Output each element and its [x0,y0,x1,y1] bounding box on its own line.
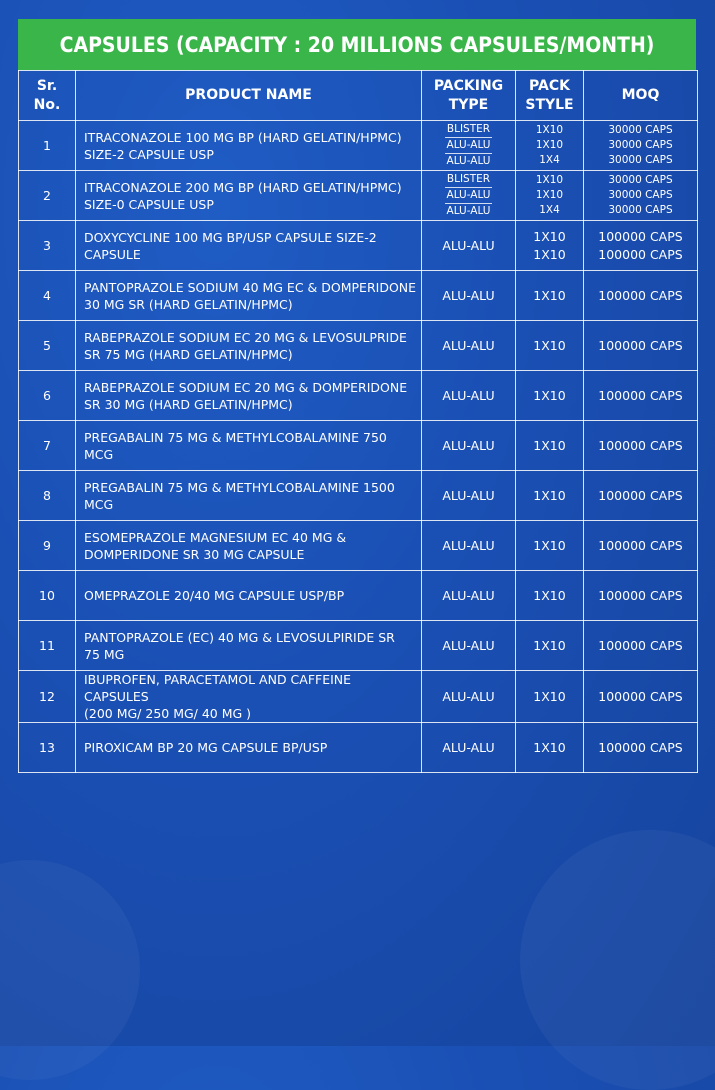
moq-stack [584,228,697,264]
style-stack [516,688,583,706]
packing-stack [422,237,515,255]
moq-stack [584,637,697,655]
row-pack-style [516,321,584,371]
product-name-line: PANTOPRAZOLE SODIUM 40 MG EC & DOMPERIDONE [84,279,417,295]
product-name-line: PREGABALIN 75 MG & METHYLCOBALAMINE 1500 MCG [84,479,395,512]
table-row [19,271,698,321]
product-name-line: SIZE-0 CAPSULE USP [84,196,214,212]
row-moq [584,521,698,571]
row-product-name [76,723,422,773]
packing-stack [422,537,515,555]
pack-style-value: 1X4 [539,204,560,216]
moq-stack [584,287,697,305]
packing-value: ALU-ALU [445,138,493,154]
product-name-line: DOXYCYCLINE 100 MG BP/USP CAPSULE SIZE-2 [84,229,377,245]
packing-value: ALU-ALU [442,739,495,755]
row-packing-type [422,621,516,671]
row-sr-no: 4 [19,271,76,321]
row-pack-style [516,171,584,221]
row-packing-type [422,723,516,773]
row-pack-style [516,421,584,471]
table-row [19,671,698,723]
row-moq [584,421,698,471]
row-packing-type [422,521,516,571]
packing-stack [422,287,515,305]
row-product-name [76,521,422,571]
row-sr-no: 8 [19,471,76,521]
moq-value: 100000 CAPS [598,228,683,244]
moq-value: 100000 CAPS [598,246,683,262]
moq-value: 30000 CAPS [608,139,673,151]
packing-value: ALU-ALU [442,487,495,503]
pack-style-value: 1X10 [533,287,566,303]
product-name-line: PANTOPRAZOLE (EC) 40 MG & LEVOSULPIRIDE SR [84,629,395,645]
pack-style-value: 1X10 [533,387,566,403]
row-pack-style [516,671,584,723]
page-title: CAPSULES (CAPACITY : 20 MILLIONS CAPSULES/MONTH) [18,19,696,70]
moq-value: 100000 CAPS [598,287,683,303]
style-stack [516,739,583,757]
moq-stack [584,337,697,355]
product-name-line: SR 75 MG (HARD GELATIN/HPMC) [84,346,293,362]
packing-value: BLISTER [445,172,492,188]
moq-stack [584,688,697,706]
packing-stack [422,122,515,169]
pack-style-value: 1X10 [533,487,566,503]
packing-value: ALU-ALU [442,688,495,704]
row-pack-style [516,271,584,321]
row-packing-type [422,371,516,421]
moq-value: 100000 CAPS [598,537,683,553]
style-stack [516,337,583,355]
row-pack-style [516,471,584,521]
row-product-name [76,171,422,221]
product-name-line: SIZE-2 CAPSULE USP [84,146,214,162]
style-stack [516,228,583,264]
moq-stack [584,123,697,168]
header-sr-line: Sr. [36,77,58,94]
header-sr-line: No. [33,96,61,113]
style-stack [516,487,583,505]
row-packing-type [422,571,516,621]
header-product-name: PRODUCT NAME [76,71,422,121]
pack-style-value: 1X10 [535,139,564,151]
product-name-line: ITRACONAZOLE 200 MG BP (HARD GELATIN/HPMC) [84,179,402,195]
product-name-line: RABEPRAZOLE SODIUM EC 20 MG & DOMPERIDONE [84,379,408,395]
moq-stack [584,587,697,605]
row-pack-style [516,621,584,671]
moq-value: 30000 CAPS [608,124,673,136]
packing-value: ALU-ALU [442,587,495,603]
packing-value: BLISTER [445,122,492,138]
pack-style-value: 1X10 [535,174,564,186]
row-moq [584,221,698,271]
row-moq [584,571,698,621]
product-name-line: ITRACONAZOLE 100 MG BP (HARD GELATIN/HPMC) [84,129,402,145]
packing-stack [422,437,515,455]
moq-value: 30000 CAPS [608,174,673,186]
moq-stack [584,537,697,555]
row-sr-no: 3 [19,221,76,271]
product-name-line: 30 MG SR (HARD GELATIN/HPMC) [84,296,293,312]
table-row [19,121,698,171]
table-row [19,471,698,521]
row-product-name [76,221,422,271]
moq-value: 100000 CAPS [598,337,683,353]
row-sr-no: 12 [19,671,76,723]
moq-stack [584,437,697,455]
packing-stack [422,387,515,405]
table-row [19,371,698,421]
moq-stack [584,387,697,405]
header-style-line: PACK [529,77,570,94]
product-name-line: CAPSULE [84,246,141,262]
packing-stack [422,739,515,757]
pack-style-value: 1X10 [533,739,566,755]
product-name-line: 75 MG [84,646,125,662]
row-packing-type [422,271,516,321]
row-packing-type [422,221,516,271]
row-moq [584,121,698,171]
product-name-line: PIROXICAM BP 20 MG CAPSULE BP/USP [84,740,328,755]
packing-value: ALU-ALU [446,205,491,217]
product-name-line: SR 30 MG (HARD GELATIN/HPMC) [84,396,293,412]
row-product-name [76,321,422,371]
row-product-name [76,571,422,621]
table-row [19,221,698,271]
product-name-line: RABEPRAZOLE SODIUM EC 20 MG & LEVOSULPRIDE [84,329,407,345]
row-sr-no: 9 [19,521,76,571]
background-decoration [520,830,715,1090]
packing-stack [422,637,515,655]
table-row [19,571,698,621]
product-name-line: DOMPERIDONE SR 30 MG CAPSULE [84,546,305,562]
header-style-line: STYLE [525,96,574,113]
row-product-name [76,621,422,671]
moq-value: 30000 CAPS [608,204,673,216]
pack-style-value: 1X4 [539,154,560,166]
table-header-row [19,71,698,121]
products-table [18,70,698,773]
packing-stack [422,337,515,355]
header-moq: MOQ [584,71,698,121]
product-name-line: IBUPROFEN, PARACETAMOL AND CAFFEINE CAPSULES [84,672,352,704]
table-row [19,621,698,671]
moq-value: 100000 CAPS [598,587,683,603]
table-row [19,321,698,371]
row-sr-no: 2 [19,171,76,221]
row-pack-style [516,723,584,773]
row-pack-style [516,521,584,571]
pack-style-value: 1X10 [533,246,566,262]
row-product-name [76,121,422,171]
row-sr-no: 13 [19,723,76,773]
packing-value: ALU-ALU [442,437,495,453]
pack-style-value: 1X10 [533,437,566,453]
style-stack [516,173,583,218]
style-stack [516,123,583,168]
pack-style-value: 1X10 [533,337,566,353]
pack-style-value: 1X10 [535,124,564,136]
style-stack [516,637,583,655]
pack-style-value: 1X10 [535,189,564,201]
table-row [19,723,698,773]
row-packing-type [422,121,516,171]
moq-value: 100000 CAPS [598,688,683,704]
header-sr-no [19,71,76,121]
row-moq [584,471,698,521]
header-packing-line: TYPE [448,96,489,113]
row-moq [584,671,698,723]
style-stack [516,587,583,605]
packing-value: ALU-ALU [442,337,495,353]
style-stack [516,287,583,305]
row-sr-no: 7 [19,421,76,471]
row-sr-no: 6 [19,371,76,421]
packing-value: ALU-ALU [442,537,495,553]
pack-style-value: 1X10 [533,228,566,244]
row-pack-style [516,221,584,271]
packing-stack [422,172,515,219]
style-stack [516,387,583,405]
row-moq [584,321,698,371]
packing-value: ALU-ALU [442,387,495,403]
moq-value: 100000 CAPS [598,739,683,755]
product-name-line: ESOMEPRAZOLE MAGNESIUM EC 40 MG & [84,529,347,545]
row-moq [584,723,698,773]
row-moq [584,371,698,421]
row-product-name [76,371,422,421]
packing-stack [422,688,515,706]
moq-stack [584,739,697,757]
product-name-line: PREGABALIN 75 MG & METHYLCOBALAMINE 750 MCG [84,429,387,462]
style-stack [516,437,583,455]
row-packing-type [422,421,516,471]
row-sr-no: 5 [19,321,76,371]
moq-value: 100000 CAPS [598,437,683,453]
background-decoration [0,860,140,1080]
row-product-name [76,271,422,321]
row-moq [584,171,698,221]
row-sr-no: 1 [19,121,76,171]
row-moq [584,271,698,321]
header-packing-line: PACKING [433,77,504,94]
pack-style-value: 1X10 [533,537,566,553]
moq-value: 100000 CAPS [598,637,683,653]
row-pack-style [516,371,584,421]
product-name-line: (200 MG/ 250 MG/ 40 MG ) [84,706,252,721]
packing-value: ALU-ALU [442,287,495,303]
header-pack-style [516,71,584,121]
row-moq [584,621,698,671]
row-product-name [76,421,422,471]
row-pack-style [516,571,584,621]
row-packing-type [422,171,516,221]
row-sr-no: 11 [19,621,76,671]
row-packing-type [422,321,516,371]
moq-stack [584,173,697,218]
product-name-line: OMEPRAZOLE 20/40 MG CAPSULE USP/BP [84,588,345,603]
row-pack-style [516,121,584,171]
table-row [19,171,698,221]
packing-stack [422,487,515,505]
pack-style-value: 1X10 [533,637,566,653]
moq-stack [584,487,697,505]
row-packing-type [422,471,516,521]
pack-style-value: 1X10 [533,587,566,603]
pack-style-value: 1X10 [533,688,566,704]
row-sr-no: 10 [19,571,76,621]
row-packing-type [422,671,516,723]
packing-value: ALU-ALU [442,637,495,653]
moq-value: 30000 CAPS [608,154,673,166]
header-packing-type [422,71,516,121]
moq-value: 100000 CAPS [598,387,683,403]
row-product-name [76,471,422,521]
moq-value: 100000 CAPS [598,487,683,503]
row-product-name [76,671,422,723]
table-row [19,521,698,571]
packing-value: ALU-ALU [445,188,493,204]
packing-value: ALU-ALU [442,237,495,253]
style-stack [516,537,583,555]
packing-stack [422,587,515,605]
packing-value: ALU-ALU [446,155,491,167]
moq-value: 30000 CAPS [608,189,673,201]
table-row [19,421,698,471]
